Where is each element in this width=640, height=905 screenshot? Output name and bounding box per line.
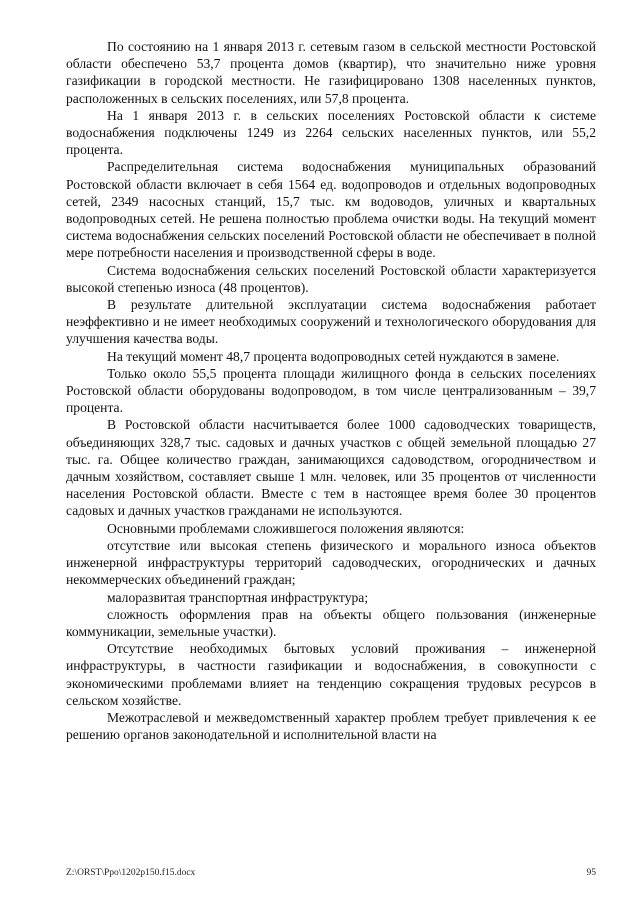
paragraph-wear-level: Система водоснабжения сельских поселений Ростовской области характеризуется высокой степенью износа (48 процентов). [66,262,596,295]
paragraph-problem-infrastructure: отсутствие или высокая степень физического и морального износа объектов инженерной инфраструктуры территорий садоводческих, огороднических и дачных некоммерческих объединений граждан; [66,537,596,588]
footer-file-path: Z:\ORST\Ppo\1202p150.f15.docx [66,868,196,878]
paragraph-main-problems: Основными проблемами сложившегося положения являются: [107,520,465,536]
paragraph-problem-transport: малоразвитая транспортная инфраструктура; [107,589,369,605]
footer-page-number: 95 [586,868,596,878]
paragraph-water-connection: На 1 января 2013 г. в сельских поселениях Ростовской области к системе водоснабжения подключены 1249 из 2264 сельских населенных пунктов, или 55,2 процента. [66,107,596,158]
paragraph-long-operation: В результате длительной эксплуатации система водоснабжения работает неэффективно и не имеет необходимых сооружений и технологического оборудования для улучшения качества воды. [66,297,596,347]
paragraph-distribution-system: Распределительная система водоснабжения муниципальных образований Ростовской области включает в себя 1564 ед. водопроводов и отдельных водопроводных сетей, 2349 насосных станций, 15,7 тыс. км водоводов, уличных и квартальных водопроводных сетей. Не решена полностью проблема очистки воды. На текущий момент система водоснабжения сельских поселений Ростовской области не обеспечивает в полной мере потребности населения и производственной сферы в воде. [66,159,596,261]
paragraph-network-replacement: На текущий момент 48,7 процента водопроводных сетей нуждаются в замене. [107,348,560,364]
paragraph-living-conditions: Отсутствие необходимых бытовых условий проживания – инженерной инфраструктуры, в частности газификации и водоснабжения, в совокупности с экономическими проблемами влияет на тенденцию сокращения трудовых ресурсов в сельском хозяйстве. [66,641,596,708]
paragraph-gardening-partnerships: В Ростовской области насчитывается более 1000 садоводческих товариществ, объединяющих 328,7 тыс. садовых и дачных участков с общей земельной площадью 27 тыс. га. Общее количество граждан, занимающихся садоводством, огородничеством и дачным хозяйством, составляет свыше 1 млн. человек, или 35 процентов от численности населения Ростовской области. Вместе с тем в настоящее время более 30 процентов садовых и дачных участков гражданами не используются. [66,417,596,519]
paragraph-problem-rights: сложность оформления прав на объекты общего пользования (инженерные коммуникации, земельные участки). [66,606,596,639]
paragraph-gas-supply: По состоянию на 1 января 2013 г. сетевым газом в сельской местности Ростовской области обеспечено 53,7 процента домов (квартир), что значительно ниже уровня газификации в городской местности. Не газифицировано 1308 населенных пунктов, расположенных в сельских поселениях, или 57,8 процента. [66,39,596,106]
document-body [66,38,596,743]
paragraph-housing-water: Только около 55,5 процента площади жилищного фонда в сельских поселениях Ростовской области оборудованы водопроводом, в том числе централизованным – 39,7 процента. [66,365,596,416]
paragraph-interagency: Межотраслевой и межведомственный характер проблем требует привлечения к ее решению органов законодательной и исполнительной власти на [66,709,596,743]
